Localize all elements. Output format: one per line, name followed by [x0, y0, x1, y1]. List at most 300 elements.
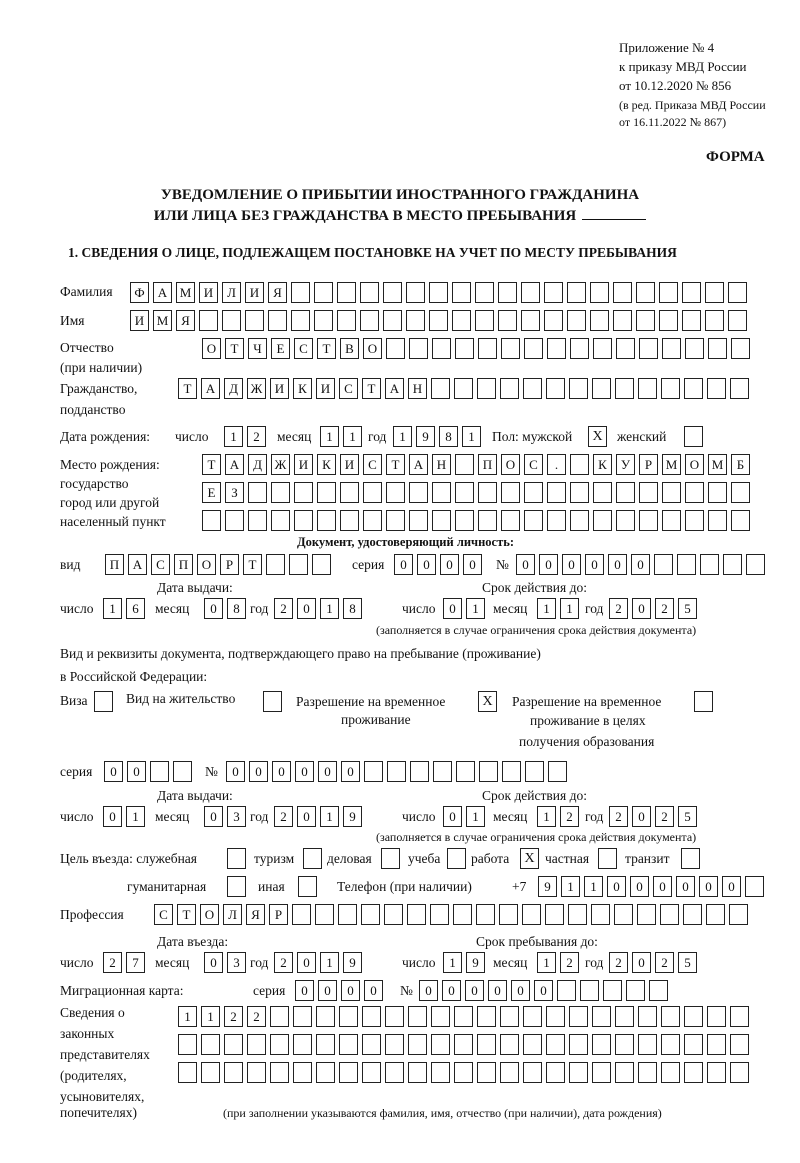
char-cell[interactable]: [317, 482, 336, 503]
char-cell[interactable]: [364, 761, 383, 782]
char-cell[interactable]: [723, 554, 742, 575]
char-cell[interactable]: О: [197, 554, 216, 575]
char-cell[interactable]: [592, 1006, 611, 1027]
char-cell[interactable]: [708, 510, 727, 531]
char-cell[interactable]: [408, 1062, 427, 1083]
surname-field[interactable]: [130, 282, 747, 303]
char-cell[interactable]: [662, 510, 681, 531]
entry-day-field[interactable]: [103, 952, 145, 973]
char-cell[interactable]: [654, 554, 673, 575]
char-cell[interactable]: [593, 510, 612, 531]
rp-issue-month-field[interactable]: [204, 806, 246, 827]
char-cell[interactable]: 0: [632, 806, 651, 827]
char-cell[interactable]: [248, 510, 267, 531]
char-cell[interactable]: [479, 761, 498, 782]
patronymic-field[interactable]: [202, 338, 750, 359]
id-valid-year-field[interactable]: [609, 598, 697, 619]
char-cell[interactable]: [293, 1062, 312, 1083]
char-cell[interactable]: [580, 980, 599, 1001]
char-cell[interactable]: [682, 310, 701, 331]
char-cell[interactable]: [337, 282, 356, 303]
char-cell[interactable]: [247, 1062, 266, 1083]
char-cell[interactable]: [684, 1062, 703, 1083]
char-cell[interactable]: [593, 338, 612, 359]
char-cell[interactable]: 1: [320, 426, 339, 447]
char-cell[interactable]: 1: [343, 426, 362, 447]
char-cell[interactable]: [409, 338, 428, 359]
char-cell[interactable]: В: [340, 338, 359, 359]
char-cell[interactable]: 0: [295, 980, 314, 1001]
char-cell[interactable]: [317, 510, 336, 531]
char-cell[interactable]: С: [339, 378, 358, 399]
char-cell[interactable]: [433, 761, 452, 782]
char-cell[interactable]: А: [385, 378, 404, 399]
char-cell[interactable]: 5: [678, 598, 697, 619]
char-cell[interactable]: [613, 282, 632, 303]
purpose-humanitarian-checkbox[interactable]: [227, 876, 246, 897]
char-cell[interactable]: 9: [343, 806, 362, 827]
char-cell[interactable]: [569, 1034, 588, 1055]
char-cell[interactable]: 0: [534, 980, 553, 1001]
char-cell[interactable]: [362, 1006, 381, 1027]
char-cell[interactable]: [614, 904, 633, 925]
char-cell[interactable]: З: [225, 482, 244, 503]
char-cell[interactable]: А: [128, 554, 147, 575]
char-cell[interactable]: Б: [731, 454, 750, 475]
char-cell[interactable]: [684, 1006, 703, 1027]
char-cell[interactable]: 0: [585, 554, 604, 575]
char-cell[interactable]: [454, 1006, 473, 1027]
char-cell[interactable]: [312, 554, 331, 575]
char-cell[interactable]: [568, 904, 587, 925]
char-cell[interactable]: [523, 1034, 542, 1055]
char-cell[interactable]: [385, 1034, 404, 1055]
char-cell[interactable]: 2: [609, 806, 628, 827]
char-cell[interactable]: [406, 310, 425, 331]
char-cell[interactable]: [730, 1062, 749, 1083]
char-cell[interactable]: 3: [227, 952, 246, 973]
char-cell[interactable]: 0: [539, 554, 558, 575]
char-cell[interactable]: 0: [442, 980, 461, 1001]
char-cell[interactable]: [570, 338, 589, 359]
char-cell[interactable]: [429, 282, 448, 303]
char-cell[interactable]: [592, 1062, 611, 1083]
char-cell[interactable]: [728, 282, 747, 303]
purpose-private-checkbox[interactable]: [598, 848, 617, 869]
char-cell[interactable]: [270, 1006, 289, 1027]
char-cell[interactable]: 0: [511, 980, 530, 1001]
char-cell[interactable]: [592, 1034, 611, 1055]
char-cell[interactable]: [544, 310, 563, 331]
char-cell[interactable]: [661, 378, 680, 399]
char-cell[interactable]: Н: [432, 454, 451, 475]
char-cell[interactable]: [661, 1062, 680, 1083]
profession-field[interactable]: [154, 904, 748, 925]
char-cell[interactable]: 8: [227, 598, 246, 619]
char-cell[interactable]: [476, 904, 495, 925]
char-cell[interactable]: [498, 282, 517, 303]
char-cell[interactable]: 0: [272, 761, 291, 782]
char-cell[interactable]: И: [340, 454, 359, 475]
char-cell[interactable]: [455, 338, 474, 359]
char-cell[interactable]: [432, 482, 451, 503]
char-cell[interactable]: К: [293, 378, 312, 399]
char-cell[interactable]: [728, 310, 747, 331]
char-cell[interactable]: 0: [465, 980, 484, 1001]
char-cell[interactable]: И: [316, 378, 335, 399]
char-cell[interactable]: Е: [202, 482, 221, 503]
birth-day-field[interactable]: [224, 426, 266, 447]
char-cell[interactable]: [361, 904, 380, 925]
char-cell[interactable]: [638, 1034, 657, 1055]
char-cell[interactable]: [222, 310, 241, 331]
char-cell[interactable]: О: [501, 454, 520, 475]
char-cell[interactable]: [615, 378, 634, 399]
char-cell[interactable]: [431, 378, 450, 399]
id-issue-year-field[interactable]: [274, 598, 362, 619]
char-cell[interactable]: [384, 904, 403, 925]
id-issue-day-field[interactable]: [103, 598, 145, 619]
char-cell[interactable]: [570, 454, 589, 475]
char-cell[interactable]: 1: [103, 598, 122, 619]
char-cell[interactable]: [707, 378, 726, 399]
char-cell[interactable]: [603, 980, 622, 1001]
char-cell[interactable]: 0: [632, 952, 651, 973]
char-cell[interactable]: 0: [394, 554, 413, 575]
char-cell[interactable]: [387, 761, 406, 782]
id-kind-field[interactable]: [105, 554, 331, 575]
char-cell[interactable]: [524, 510, 543, 531]
char-cell[interactable]: [616, 510, 635, 531]
char-cell[interactable]: [339, 1006, 358, 1027]
char-cell[interactable]: [685, 338, 704, 359]
char-cell[interactable]: У: [616, 454, 635, 475]
char-cell[interactable]: И: [130, 310, 149, 331]
char-cell[interactable]: [637, 904, 656, 925]
char-cell[interactable]: [202, 510, 221, 531]
char-cell[interactable]: [477, 378, 496, 399]
char-cell[interactable]: [270, 1034, 289, 1055]
char-cell[interactable]: 1: [537, 952, 556, 973]
char-cell[interactable]: [173, 761, 192, 782]
char-cell[interactable]: [639, 510, 658, 531]
name-field[interactable]: [130, 310, 747, 331]
char-cell[interactable]: 1: [466, 806, 485, 827]
char-cell[interactable]: 0: [440, 554, 459, 575]
char-cell[interactable]: 1: [178, 1006, 197, 1027]
char-cell[interactable]: 2: [274, 598, 293, 619]
char-cell[interactable]: К: [593, 454, 612, 475]
legal-row-1[interactable]: [178, 1006, 749, 1027]
birth-year-field[interactable]: [393, 426, 481, 447]
char-cell[interactable]: [386, 510, 405, 531]
sex-female-checkbox[interactable]: [684, 426, 703, 447]
char-cell[interactable]: М: [662, 454, 681, 475]
char-cell[interactable]: [500, 1034, 519, 1055]
char-cell[interactable]: Р: [269, 904, 288, 925]
char-cell[interactable]: [201, 1062, 220, 1083]
char-cell[interactable]: А: [153, 282, 172, 303]
char-cell[interactable]: 1: [462, 426, 481, 447]
char-cell[interactable]: [363, 482, 382, 503]
char-cell[interactable]: [662, 338, 681, 359]
char-cell[interactable]: [178, 1062, 197, 1083]
char-cell[interactable]: [452, 282, 471, 303]
char-cell[interactable]: [386, 482, 405, 503]
char-cell[interactable]: 2: [103, 952, 122, 973]
char-cell[interactable]: [638, 1062, 657, 1083]
char-cell[interactable]: 0: [562, 554, 581, 575]
char-cell[interactable]: 1: [320, 598, 339, 619]
char-cell[interactable]: [362, 1062, 381, 1083]
char-cell[interactable]: 8: [439, 426, 458, 447]
char-cell[interactable]: [731, 482, 750, 503]
char-cell[interactable]: [199, 310, 218, 331]
char-cell[interactable]: [639, 482, 658, 503]
char-cell[interactable]: 1: [466, 598, 485, 619]
char-cell[interactable]: [567, 310, 586, 331]
char-cell[interactable]: 2: [560, 806, 579, 827]
char-cell[interactable]: 0: [249, 761, 268, 782]
char-cell[interactable]: [590, 282, 609, 303]
char-cell[interactable]: Т: [202, 454, 221, 475]
char-cell[interactable]: [500, 378, 519, 399]
char-cell[interactable]: Р: [220, 554, 239, 575]
char-cell[interactable]: [501, 482, 520, 503]
char-cell[interactable]: 1: [224, 426, 243, 447]
char-cell[interactable]: [289, 554, 308, 575]
char-cell[interactable]: 1: [443, 952, 462, 973]
char-cell[interactable]: 0: [488, 980, 507, 1001]
char-cell[interactable]: [524, 338, 543, 359]
char-cell[interactable]: [523, 1062, 542, 1083]
char-cell[interactable]: 1: [537, 598, 556, 619]
char-cell[interactable]: 0: [204, 806, 223, 827]
citizenship-field[interactable]: [178, 378, 749, 399]
char-cell[interactable]: [410, 761, 429, 782]
char-cell[interactable]: [616, 482, 635, 503]
rp-issue-year-field[interactable]: [274, 806, 362, 827]
char-cell[interactable]: [224, 1062, 243, 1083]
char-cell[interactable]: [545, 904, 564, 925]
char-cell[interactable]: [316, 1006, 335, 1027]
char-cell[interactable]: [409, 510, 428, 531]
char-cell[interactable]: 2: [274, 952, 293, 973]
char-cell[interactable]: И: [245, 282, 264, 303]
char-cell[interactable]: 0: [699, 876, 718, 897]
char-cell[interactable]: [339, 1034, 358, 1055]
char-cell[interactable]: [270, 1062, 289, 1083]
char-cell[interactable]: [729, 904, 748, 925]
char-cell[interactable]: [452, 310, 471, 331]
char-cell[interactable]: О: [685, 454, 704, 475]
char-cell[interactable]: [383, 282, 402, 303]
id-valid-month-field[interactable]: [537, 598, 579, 619]
char-cell[interactable]: 0: [127, 761, 146, 782]
char-cell[interactable]: [682, 282, 701, 303]
char-cell[interactable]: [271, 482, 290, 503]
char-cell[interactable]: [475, 282, 494, 303]
char-cell[interactable]: 0: [297, 598, 316, 619]
char-cell[interactable]: [478, 338, 497, 359]
char-cell[interactable]: [570, 510, 589, 531]
char-cell[interactable]: [500, 1062, 519, 1083]
purpose-tourism-checkbox[interactable]: [303, 848, 322, 869]
purpose-transit-checkbox[interactable]: [681, 848, 700, 869]
char-cell[interactable]: [431, 1034, 450, 1055]
char-cell[interactable]: 0: [722, 876, 741, 897]
char-cell[interactable]: Н: [408, 378, 427, 399]
char-cell[interactable]: С: [294, 338, 313, 359]
stay-month-field[interactable]: [537, 952, 579, 973]
char-cell[interactable]: 0: [341, 980, 360, 1001]
char-cell[interactable]: [544, 282, 563, 303]
char-cell[interactable]: [454, 1062, 473, 1083]
char-cell[interactable]: [547, 482, 566, 503]
char-cell[interactable]: 6: [126, 598, 145, 619]
char-cell[interactable]: [636, 282, 655, 303]
char-cell[interactable]: [592, 378, 611, 399]
char-cell[interactable]: 9: [343, 952, 362, 973]
char-cell[interactable]: [659, 282, 678, 303]
char-cell[interactable]: [455, 482, 474, 503]
char-cell[interactable]: .: [547, 454, 566, 475]
char-cell[interactable]: [685, 510, 704, 531]
char-cell[interactable]: [268, 310, 287, 331]
char-cell[interactable]: 0: [318, 761, 337, 782]
char-cell[interactable]: 9: [538, 876, 557, 897]
char-cell[interactable]: [432, 338, 451, 359]
char-cell[interactable]: Я: [176, 310, 195, 331]
char-cell[interactable]: [705, 282, 724, 303]
char-cell[interactable]: [271, 510, 290, 531]
char-cell[interactable]: [478, 510, 497, 531]
entry-month-field[interactable]: [204, 952, 246, 973]
temp-residence-checkbox[interactable]: X: [478, 691, 497, 712]
char-cell[interactable]: [498, 310, 517, 331]
char-cell[interactable]: 5: [678, 952, 697, 973]
char-cell[interactable]: [266, 554, 285, 575]
char-cell[interactable]: [546, 378, 565, 399]
char-cell[interactable]: И: [199, 282, 218, 303]
char-cell[interactable]: 7: [126, 952, 145, 973]
char-cell[interactable]: О: [202, 338, 221, 359]
char-cell[interactable]: [708, 482, 727, 503]
mc-series-field[interactable]: [295, 980, 383, 1001]
char-cell[interactable]: [316, 1034, 335, 1055]
char-cell[interactable]: Т: [225, 338, 244, 359]
char-cell[interactable]: [178, 1034, 197, 1055]
char-cell[interactable]: 2: [609, 598, 628, 619]
char-cell[interactable]: 0: [653, 876, 672, 897]
legal-row-3[interactable]: [178, 1062, 749, 1083]
char-cell[interactable]: [745, 876, 764, 897]
char-cell[interactable]: [408, 1034, 427, 1055]
char-cell[interactable]: [569, 378, 588, 399]
char-cell[interactable]: [338, 904, 357, 925]
char-cell[interactable]: 1: [584, 876, 603, 897]
char-cell[interactable]: [454, 1034, 473, 1055]
char-cell[interactable]: А: [225, 454, 244, 475]
char-cell[interactable]: 2: [247, 1006, 266, 1027]
char-cell[interactable]: [730, 1006, 749, 1027]
mc-number-field[interactable]: [419, 980, 668, 1001]
char-cell[interactable]: [362, 1034, 381, 1055]
char-cell[interactable]: [500, 1006, 519, 1027]
char-cell[interactable]: С: [524, 454, 543, 475]
char-cell[interactable]: П: [105, 554, 124, 575]
purpose-work-checkbox[interactable]: X: [520, 848, 539, 869]
char-cell[interactable]: [386, 338, 405, 359]
char-cell[interactable]: 2: [560, 952, 579, 973]
char-cell[interactable]: 3: [227, 806, 246, 827]
char-cell[interactable]: 0: [297, 952, 316, 973]
entry-year-field[interactable]: [274, 952, 362, 973]
char-cell[interactable]: [547, 338, 566, 359]
char-cell[interactable]: 5: [678, 806, 697, 827]
char-cell[interactable]: [662, 482, 681, 503]
char-cell[interactable]: Т: [243, 554, 262, 575]
char-cell[interactable]: 1: [201, 1006, 220, 1027]
char-cell[interactable]: 0: [417, 554, 436, 575]
char-cell[interactable]: [636, 310, 655, 331]
char-cell[interactable]: 9: [416, 426, 435, 447]
char-cell[interactable]: [501, 510, 520, 531]
char-cell[interactable]: [616, 338, 635, 359]
char-cell[interactable]: П: [174, 554, 193, 575]
char-cell[interactable]: [707, 1034, 726, 1055]
char-cell[interactable]: 0: [443, 806, 462, 827]
rp-number-field[interactable]: [226, 761, 567, 782]
birthplace-row-2[interactable]: [202, 482, 750, 503]
char-cell[interactable]: 0: [297, 806, 316, 827]
char-cell[interactable]: 2: [655, 598, 674, 619]
char-cell[interactable]: [525, 761, 544, 782]
char-cell[interactable]: [523, 378, 542, 399]
char-cell[interactable]: [316, 1062, 335, 1083]
char-cell[interactable]: Ч: [248, 338, 267, 359]
char-cell[interactable]: [477, 1062, 496, 1083]
char-cell[interactable]: [569, 1062, 588, 1083]
char-cell[interactable]: [615, 1006, 634, 1027]
birthplace-row-3[interactable]: [202, 510, 750, 531]
char-cell[interactable]: М: [153, 310, 172, 331]
char-cell[interactable]: [685, 482, 704, 503]
char-cell[interactable]: [660, 904, 679, 925]
char-cell[interactable]: И: [270, 378, 289, 399]
char-cell[interactable]: [590, 310, 609, 331]
char-cell[interactable]: [546, 1062, 565, 1083]
char-cell[interactable]: А: [409, 454, 428, 475]
char-cell[interactable]: [407, 904, 426, 925]
char-cell[interactable]: [547, 510, 566, 531]
char-cell[interactable]: 0: [443, 598, 462, 619]
char-cell[interactable]: [431, 1062, 450, 1083]
char-cell[interactable]: [340, 510, 359, 531]
char-cell[interactable]: Я: [246, 904, 265, 925]
char-cell[interactable]: [638, 1006, 657, 1027]
char-cell[interactable]: [455, 510, 474, 531]
char-cell[interactable]: [705, 310, 724, 331]
char-cell[interactable]: [337, 310, 356, 331]
char-cell[interactable]: [429, 310, 448, 331]
char-cell[interactable]: [501, 338, 520, 359]
char-cell[interactable]: 2: [609, 952, 628, 973]
char-cell[interactable]: [385, 1006, 404, 1027]
id-number-field[interactable]: [516, 554, 765, 575]
char-cell[interactable]: [292, 904, 311, 925]
char-cell[interactable]: [746, 554, 765, 575]
